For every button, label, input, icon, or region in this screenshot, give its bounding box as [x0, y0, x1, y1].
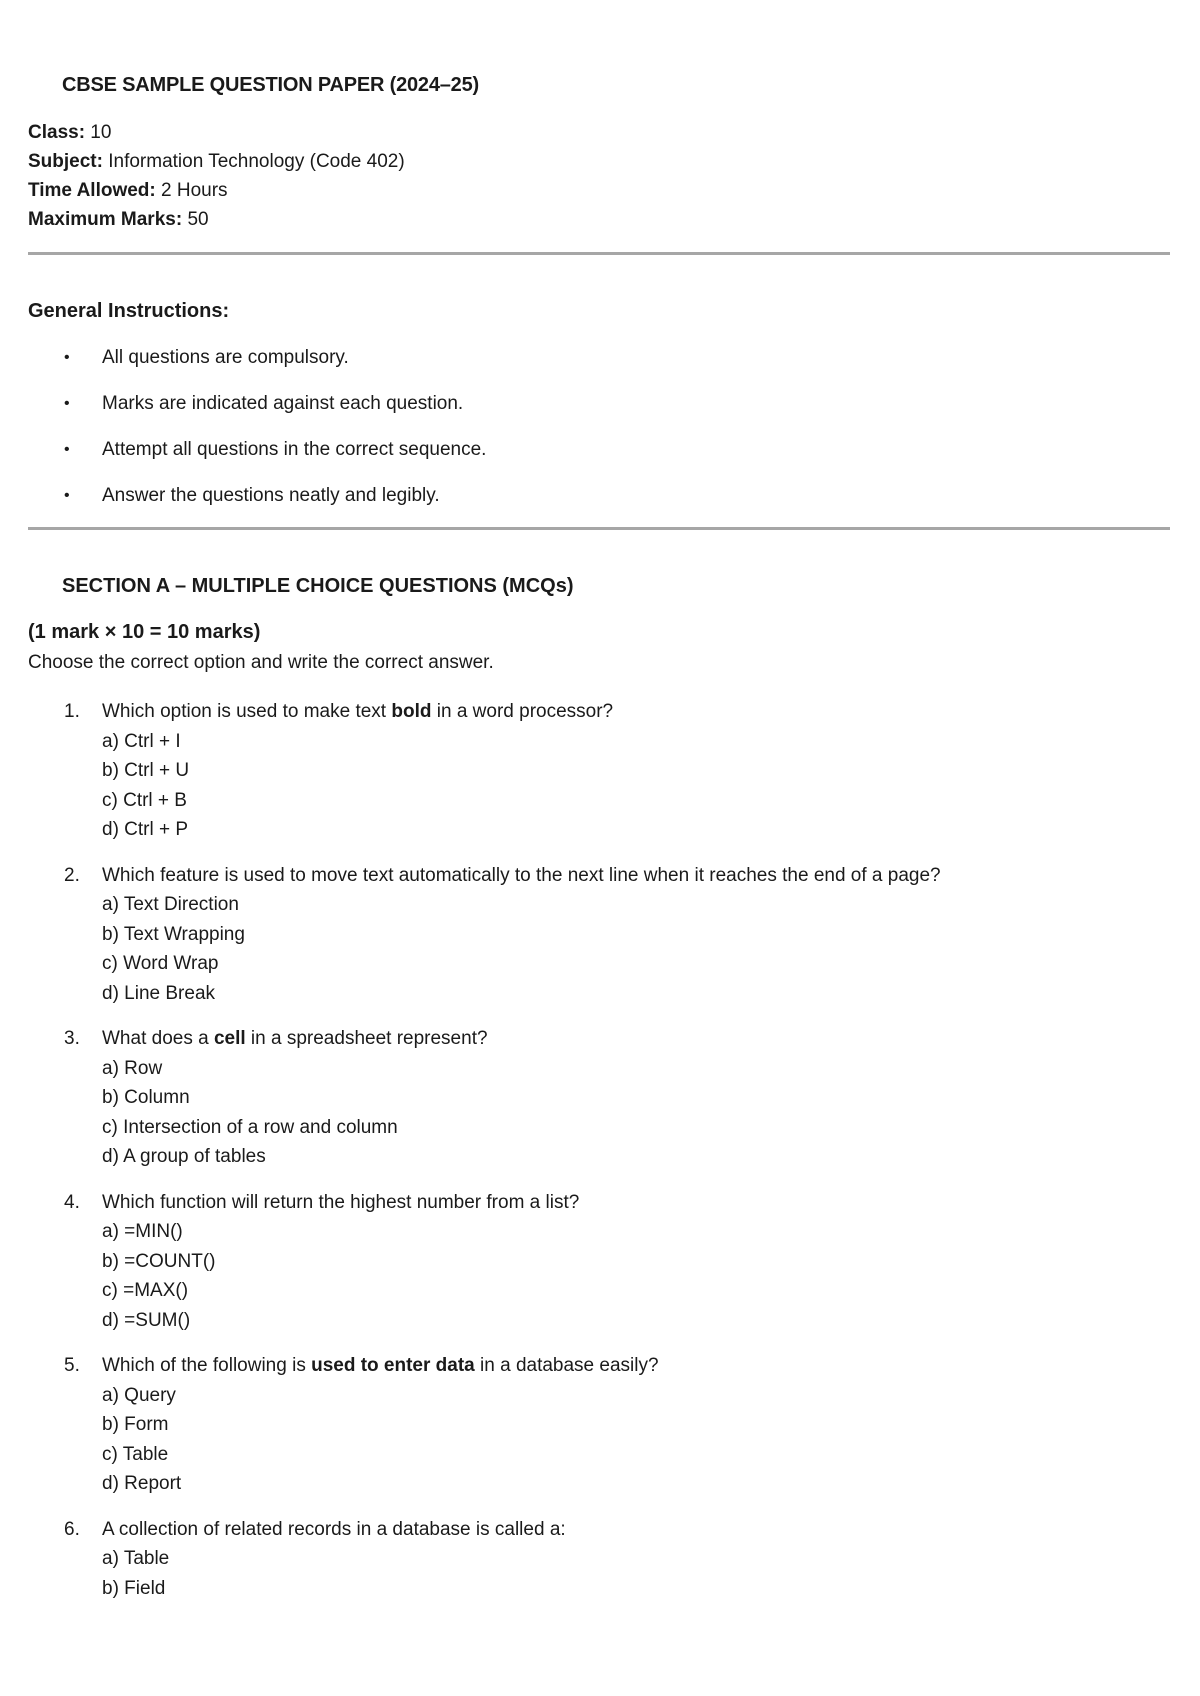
- question-text: [102, 1188, 1168, 1218]
- question-6: [28, 1515, 1168, 1604]
- option-c: c) Word Wrap: [102, 953, 219, 974]
- question-5: [28, 1351, 1168, 1499]
- option-list: [102, 727, 1168, 845]
- option-b: b) Form: [102, 1414, 169, 1435]
- instruction-item: [28, 391, 486, 437]
- class-row: [28, 118, 405, 147]
- paper-details: [28, 118, 405, 234]
- question-number: 6.: [64, 1518, 80, 1540]
- question-text-part: in a word processor?: [431, 701, 614, 722]
- question-text-part: in a database easily?: [474, 1355, 659, 1376]
- option-c: c) Ctrl + B: [102, 789, 187, 811]
- option-a: a) Text Direction: [102, 894, 239, 915]
- instruction-text: Answer the questions neatly and legibly.: [102, 485, 440, 506]
- time-value: 2 Hours: [155, 180, 228, 201]
- option-d: d) =SUM(): [102, 1309, 191, 1331]
- instruction-text: Attempt all questions in the correct sequence.: [102, 439, 487, 460]
- instruction-text: Marks are indicated against each question.: [102, 393, 464, 414]
- option-a: a) =MIN(): [102, 1221, 183, 1242]
- question-text-part: Which feature is used to move text automatically to the next line when it reaches the end of a page?: [102, 864, 941, 886]
- question-text: [102, 1024, 1168, 1054]
- question-text: [102, 697, 1168, 727]
- option-list: [102, 1054, 1168, 1172]
- bullet-icon: •: [64, 487, 70, 504]
- option-b: b) Ctrl + U: [102, 760, 190, 781]
- option-b: b) Text Wrapping: [102, 923, 245, 945]
- instruction-item: [28, 437, 486, 483]
- option-b: b) Field: [102, 1577, 166, 1599]
- question-keyword: cell: [213, 1028, 246, 1049]
- question-keyword: used to enter data: [311, 1355, 475, 1376]
- max-marks-label: Maximum Marks:: [28, 209, 183, 230]
- instruction-item: [28, 483, 486, 529]
- instruction-item: [28, 345, 486, 391]
- question-1: [28, 697, 1168, 845]
- instructions-list: [28, 345, 486, 529]
- question-text-part: Which of the following is: [102, 1355, 312, 1376]
- time-label: Time Allowed:: [28, 180, 156, 201]
- subject-label: Subject:: [28, 151, 103, 172]
- option-d: d) Line Break: [102, 982, 216, 1004]
- bullet-icon: •: [64, 349, 70, 366]
- option-d: d) A group of tables: [102, 1146, 266, 1167]
- class-label: Class:: [28, 122, 86, 143]
- question-text: [102, 1515, 1168, 1545]
- question-text: [102, 1351, 1168, 1381]
- option-d: d) Ctrl + P: [102, 819, 189, 840]
- question-number: 4.: [64, 1191, 80, 1213]
- section-a-instruction: Choose the correct option and write the correct answer.: [28, 652, 494, 673]
- question-2: [28, 861, 1168, 1009]
- question-text-part: Which option is used to make text: [102, 701, 392, 722]
- subject-row: [28, 147, 405, 176]
- time-row: [28, 176, 405, 205]
- question-text-part: in a spreadsheet represent?: [245, 1028, 488, 1049]
- question-keyword: bold: [391, 701, 432, 722]
- option-c: c) =MAX(): [102, 1280, 189, 1301]
- section-a-marks: (1 mark × 10 = 10 marks): [28, 621, 261, 643]
- question-number: 1.: [64, 701, 80, 722]
- class-value: 10: [85, 122, 112, 143]
- divider-top: [28, 252, 1170, 255]
- question-number: 2.: [64, 864, 80, 886]
- option-a: a) Query: [102, 1384, 176, 1406]
- instruction-text: All questions are compulsory.: [102, 347, 349, 368]
- option-c: c) Intersection of a row and column: [102, 1116, 398, 1138]
- option-a: a) Table: [102, 1548, 170, 1569]
- max-marks-row: [28, 205, 405, 234]
- option-list: [102, 1381, 1168, 1499]
- question-number: 5.: [64, 1355, 80, 1376]
- question-text: [102, 861, 1168, 891]
- option-list: [102, 1217, 1168, 1335]
- max-marks-value: 50: [182, 209, 209, 230]
- option-c: c) Table: [102, 1443, 169, 1465]
- section-a-title: SECTION A – MULTIPLE CHOICE QUESTIONS (MCQs): [62, 575, 574, 597]
- bullet-icon: •: [64, 441, 70, 458]
- instructions-heading: General Instructions:: [28, 300, 230, 322]
- question-number: 3.: [64, 1028, 80, 1049]
- divider-bottom: [28, 527, 1170, 530]
- question-3: [28, 1024, 1168, 1172]
- option-a: a) Ctrl + I: [102, 730, 181, 752]
- bullet-icon: •: [64, 395, 70, 412]
- question-4: [28, 1188, 1168, 1336]
- option-b: b) =COUNT(): [102, 1250, 216, 1272]
- option-b: b) Column: [102, 1087, 190, 1108]
- question-list: [28, 697, 1168, 1619]
- document-title: CBSE SAMPLE QUESTION PAPER (2024–25): [62, 74, 479, 96]
- question-text-part: Which function will return the highest number from a list?: [102, 1191, 580, 1213]
- option-list: [102, 1544, 1168, 1603]
- option-d: d) Report: [102, 1473, 182, 1494]
- question-text-part: What does a: [102, 1028, 214, 1049]
- subject-value: Information Technology (Code 402): [102, 151, 405, 172]
- option-list: [102, 890, 1168, 1008]
- option-a: a) Row: [102, 1057, 163, 1079]
- question-text-part: A collection of related records in a database is called a:: [102, 1518, 566, 1540]
